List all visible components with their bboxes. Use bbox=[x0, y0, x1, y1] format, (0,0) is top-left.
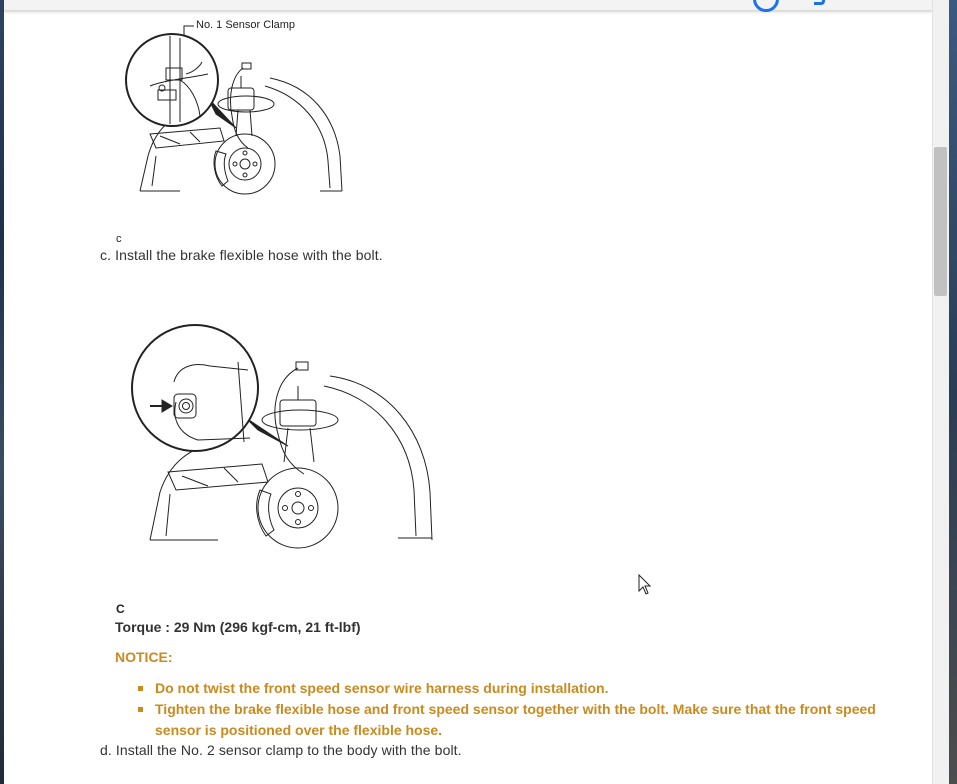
figure-1-caption: c bbox=[116, 233, 122, 245]
vertical-scrollbar[interactable] bbox=[932, 0, 950, 784]
bullet-icon bbox=[138, 707, 143, 712]
step-c-text: c. Install the brake flexible hose with the bolt. bbox=[100, 247, 383, 263]
notice-list bbox=[138, 678, 908, 741]
notice-item-text: Tighten the brake flexible hose and front speed sensor together with the bolt. Make sure that the front speed sensor is positioned over the flexible hose. bbox=[155, 701, 876, 738]
scrollbar-thumb[interactable] bbox=[934, 147, 947, 296]
torque-spec: Torque : 29 Nm (296 kgf-cm, 21 ft-lbf) bbox=[115, 619, 361, 635]
notice-item bbox=[138, 678, 908, 699]
callout-label-no1-sensor-clamp: No. 1 Sensor Clamp bbox=[196, 19, 296, 31]
desktop-background-left bbox=[0, 0, 4, 784]
profile-icon[interactable] bbox=[753, 0, 779, 12]
wheel-assembly-illustration-2 bbox=[128, 322, 438, 552]
browser-toolbar-edge bbox=[4, 0, 932, 11]
bullet-icon bbox=[138, 686, 143, 691]
figure-sensor-clamp bbox=[120, 16, 350, 202]
desktop-background-right bbox=[949, 0, 957, 784]
step-d-text: d. Install the No. 2 sensor clamp to the body with the bolt. bbox=[100, 742, 462, 758]
mouse-cursor-icon bbox=[638, 574, 652, 601]
notice-title: NOTICE: bbox=[115, 649, 173, 665]
notice-item-text: Do not twist the front speed sensor wire harness during installation. bbox=[155, 680, 609, 696]
figure-flexible-hose-bolt bbox=[128, 322, 438, 552]
extension-icon[interactable] bbox=[814, 0, 825, 5]
notice-item bbox=[138, 699, 908, 741]
figure-2-caption: C bbox=[116, 602, 125, 616]
wheel-assembly-illustration-1 bbox=[120, 16, 350, 202]
